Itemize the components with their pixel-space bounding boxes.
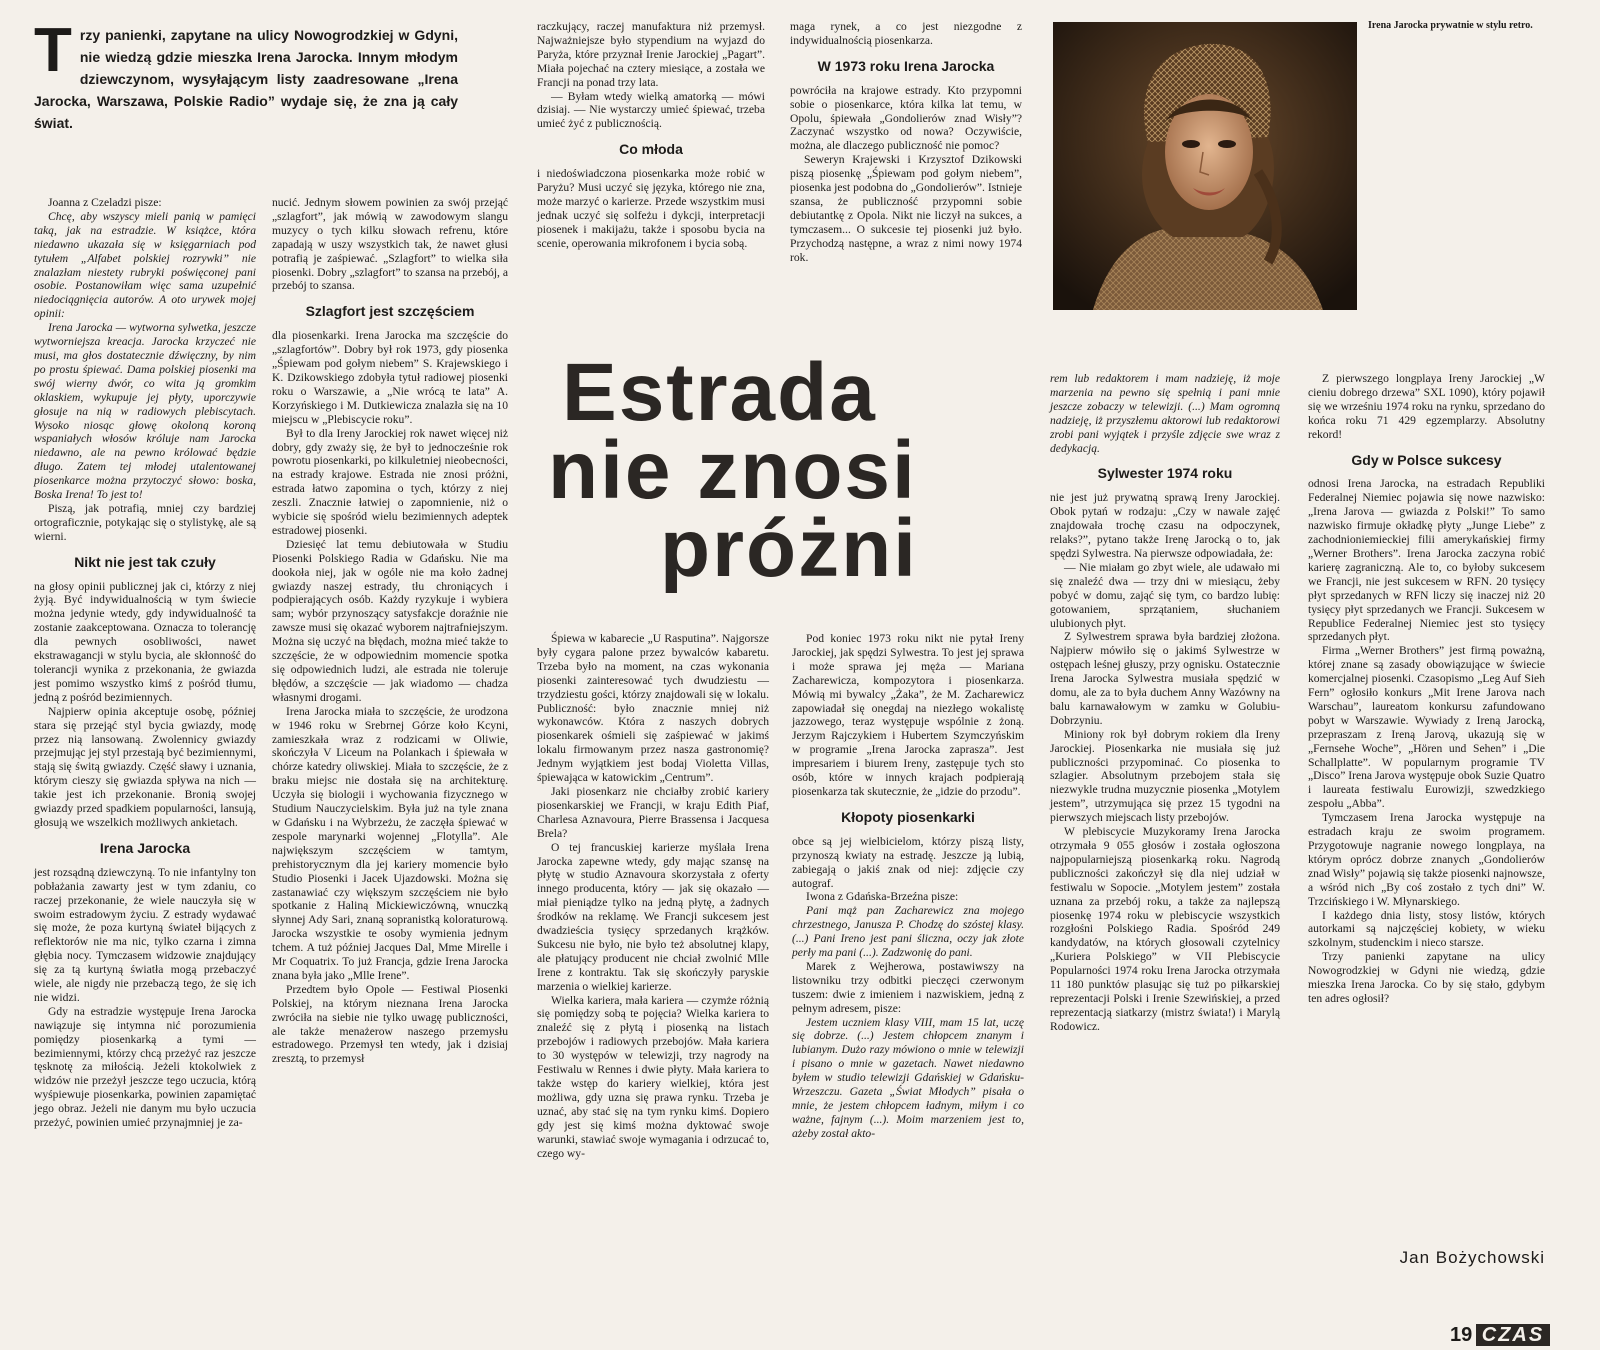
column-6 bbox=[792, 632, 1024, 1141]
paragraph: Piszą, jak potrafią, mniej czy bardziej ortograficznie, potykając się o stylistykę, ale są wierni. bbox=[34, 501, 256, 543]
portrait-photo bbox=[1053, 22, 1357, 310]
paragraph: — Nie miałam go zbyt wiele, ale udawało mi się znaleźć dwa — trzy dni w miesiącu, żeby pobyć w domu, zająć się tym, co bardzo lubię: gotowaniem, sprzątaniem, słuchaniem ulubionych płyt. bbox=[1050, 560, 1280, 630]
portrait-image bbox=[1053, 22, 1357, 310]
paragraph: Pod koniec 1973 roku nikt nie pytał Ireny Jarockiej, jak spędzi Sylwestra. To jest jej sprawa i może sprawa jej męża — Mariana Zacharewicza, kompozytora i piosenkarza. Mówią mi bywalcy „Żaka”, że M. Zacharewicz zapowiadał się onegdaj na niezłego wokalistę jazzowego, teraz występuje wspólnie z żoną. Jerzym Rajczykiem i Hubertem Szymczyńskim w programie „Irena Jarocka zaprasza”. Jest impresariem i biurem Ireny, zastępuje tych sto osób, które w innych krajach podpierają piosenkarza tak skutecznie, że „idzie do przodu”. bbox=[792, 632, 1024, 798]
paragraph: jest rozsądną dziewczyną. To nie infantylny ton pobłażania zawarty jest w tym zdaniu, co raczej przekonanie, że wiele nauczyła się w swoim estradowym życiu. Z estrady wydawać się może, że poza kurtyną świateł bijących z reflektorów nie ma nic, tylko czarna i zimna głębia nocy. Tymczasem widzowie znajdujący się za tą kurtyną światła mogą przebaczyć wiele, ale nigdy nie przebaczą tego, że się ich nie widzi. bbox=[34, 865, 256, 1004]
paragraph: Wielka kariera, mała kariera — czymże różnią się pomiędzy sobą te pojęcia? Wielka kariera to znaleźć się z płytą i piosenką na listach przebojów i radiowych przebojów. Mała kariera to 30 występów w telewizji, trzy nagrody na Festiwalu w Rennes i dwie płyty. Mała kariera to także wstęp do kariery wielkiej, która jest możliwa, gdy uzna się prawa rynku. Trzeba je uznać, aby stać się na tym rynku kimś. Dopiero gdy jest się kimś można dyktować swoje warunki, stawiać swoje wymagania i odrzucać to, czego wy- bbox=[537, 993, 769, 1160]
page-footer bbox=[1450, 1324, 1600, 1348]
column-2 bbox=[272, 196, 508, 1066]
column-3 bbox=[537, 20, 765, 251]
paragraph: Był to dla Ireny Jarockiej rok nawet więcej niż dobry, gdy zważy się, że był to jednocześnie rok powrotu piosenkarki, po kilkuletniej nieobecności, na estrady krajowe. Estrada nie znosi próżni, estrada łatwo zapomina o tych, którzy z niej zeszli. Znacznie łatwiej o zapomnienie, niż o wybicie się spośród wielu bezimiennych adeptek estradowej piosenki. bbox=[272, 426, 508, 537]
paragraph: Irena Jarocka miała to szczęście, że urodzona w 1946 roku w Srebrnej Górze koło Kcyni, zamieszkała wraz z rodzicami w Oliwie, skończyła V Liceum na Polankach i śpiewała w chórze katedry oliwskiej. Miała to szczęście, że z braku miejsc nie dostała się na architekturę. Uczyła się biologii i wychowania fizycznego w Studium Nauczycielskim. Była już na tyle znana w Gdańsku i na Wybrzeżu, że zaczęła śpiewać w zespole marynarki wojennej „Flotylla”. Ale największym szczęściem w tamtym, prehistorycznym dla jej kariery momencie było Studio Piosenki i Jacek Ujazdowski. Można się zastanawiać czy większym szczęściem nie było spotkanie z Haliną Mickiewiczówną, wnuczką słynnej Ady Sari, znaną sopranistką koloraturową. Jarocka wszystkie te osoby wymienia jednym tchem. A tuż później Jacques Dal, Mme Mirelle i Mr Coquatrix. To już Francja, gdzie Irena Jarocka znana była jako „Mlle Irene”. bbox=[272, 704, 508, 982]
paragraph: Miniony rok był dobrym rokiem dla Ireny Jarockiej. Piosenkarka nie musiała się już publiczności przypominać. Co piosenka to szlagier. Absolutnym przebojem stała się niezwykle trudna muzycznie piosenka „Motylem jestem”, utrzymująca się przez 15 tygodni na pierwszych miejscach listy przebojów. bbox=[1050, 727, 1280, 825]
paragraph: Chcę, aby wszyscy mieli panią w pamięci taką, jak na estradzie. W książce, która niedawno ukazała się w księgarniach pod tytułem „Alfabet polskiej rozrywki” nie znalazłam niestety rubryki poświęconej pani osobie. Postanowiłam więc sama uzupełnić niedociągnięcia autorów. A oto urywek mojej opinii: bbox=[34, 209, 256, 321]
subheading: Nikt nie jest tak czuły bbox=[74, 553, 216, 570]
paragraph: maga rynek, a co jest niezgodne z indywidualnością piosenkarza. bbox=[790, 20, 1022, 47]
paragraph: Pani mąż pan Zacharewicz zna mojego chrzestnego, Janusza P. Chodzę do szóstej klasy. (...) Pani Ireno jest pani śliczna, oczy jak złote perły ma pani (...). Zadzwonię do pani. bbox=[792, 904, 1024, 960]
photo-caption: Irena Jarocka prywatnie w stylu retro. bbox=[1368, 20, 1533, 31]
subheading: W 1973 roku Irena Jarocka bbox=[817, 57, 995, 74]
paragraph: i niedoświadczona piosenkarka może robić w Paryżu? Musi uczyć się języka, którego nie zna, może marzyć o karierze. Przede wszystkim musi jednak uczyć się solfeżu i dykcji, interpretacji piosenek i makijażu, także i sposobu bycia na scenie, operowania mikrofonem i bycia sobą. bbox=[537, 167, 765, 250]
column-5 bbox=[537, 632, 769, 1160]
paragraph: Joanna z Czeladzi pisze: bbox=[48, 196, 162, 209]
paragraph: Z Sylwestrem sprawa była bardziej złożona. Najpierw mówiło się o jakimś Sylwestrze w ostępach leśnej głuszy, przy ognisku. Ostatecznie Irena Jarocka Sylwestra musiała spędzić w domu, ale za to była duchem Anny Wazówny na balu karnawałowym w zamku w Golubiu-Dobrzyniu. bbox=[1050, 630, 1280, 727]
subheading: Co młoda bbox=[619, 141, 683, 158]
lead-paragraph bbox=[34, 16, 458, 134]
subheading: Sylwester 1974 roku bbox=[1097, 465, 1233, 482]
article-headline bbox=[540, 347, 1030, 594]
paragraph: nucić. Jednym słowem powinien za swój przejąć „szlagfort”, jak mówią w zawodowym slangu muzycy o tych kilku słowach refrenu, które zapadają w uszy wszystkich tak, że nawet głusi potrafią je zaśpiewać. „Szlagfort” to wielka siła piosenki. Dobry „szlagfort” to szansa na przebój, a przebój to szansa. bbox=[272, 196, 508, 293]
paragraph: Jaki piosenkarz nie chciałby zrobić kariery piosenkarskiej we Francji, w kraju Edith Piaf, Charlesa Aznavoura, Pierre Brassensa i Jacquesa Brela? bbox=[537, 784, 769, 840]
headline-line: Estrada bbox=[562, 347, 877, 438]
paragraph: Najpierw opinia akceptuje osobę, później stara się przejąć styl bycia gwiazdy, modę przez nią lansowaną. Zwolennicy gwiazdy przejmując jej styl przestają być bezimiennymi, stają się świtą gwiazdy. Część sławy i uznania, którym cieszy się gwiazda spływa na nich — takie jest ich przekonanie. Bronią swojej gwiazdy przed spadkiem popularności, lansują, głosują we wszelkich możliwych ankietach. bbox=[34, 704, 256, 829]
paragraph: Seweryn Krajewski i Krzysztof Dzikowski piszą piosenkę „Śpiewam pod gołym niebem”, piosenka jest podobna do „Gondolierów”. Istnieje szansa, że publiczność przypomni sobie debiutantkę z Opola. Nikt nie liczył na sukces, a tymczasem... O sukcesie tej piosenki już było. Przychodzą następne, a wraz z nimi nowy 1974 rok. bbox=[790, 153, 1022, 264]
paragraph: Jestem uczniem klasy VIII, mam 15 lat, uczę się dobrze. (...) Jestem chłopcem znanym i lubianym. Dużo razy mówiono o mnie w telewizji i pisano o mnie w gazetach. Nawet niedawno byłem w studio telewizji Gdańskiej w Gdańsku-Wrzeszczu. Gazeta „Świat Młodych” pisała o mnie, że jestem chłopcem ładnym, miłym i co ważne, fajnym (...). Moim marzeniem jest to, ażeby został akto- bbox=[792, 1015, 1024, 1140]
paragraph: Marek z Wejherowa, postawiwszy na listowniku trzy odbitki pieczęci czerwonym tuszem: dwie z imieniem i nazwiskiem, jedną z pełnym adresem, pisze: bbox=[792, 959, 1024, 1015]
headline-line: próżni bbox=[660, 503, 918, 594]
lead-text: rzy panienki, zapytane na ulicy Nowogrodzkiej w Gdyni, nie wiedzą gdzie mieszka Irena Jarocka. Innym młodym dziewczynom, wysyłającym listy zaadresowane „Irena Jarocka, Warszawa, Polskie Radio” wydaje się, że zna ją cały świat. bbox=[34, 27, 458, 131]
paragraph: raczkujący, raczej manufaktura niż przemysł. Najważniejsze było stypendium na wyjazd do Paryża, które przyznał Irenie Jarockiej „Pagart”. Miała pojechać na cztery miesiące, a została we Francji na ponad trzy lata. bbox=[537, 20, 765, 89]
page-number: 19 bbox=[1450, 1324, 1473, 1346]
headline-line: nie znosi bbox=[548, 425, 917, 516]
column-1 bbox=[34, 196, 256, 1130]
paragraph: powróciła na krajowe estrady. Kto przypomni sobie o piosenkarce, która kilka lat temu, w Opolu, śpiewała „Gondolierów znad Wisły”? Zaczynać wszystko od nowa? Oczywiście, można, ale dlaczego publiczność nie pomoc? bbox=[790, 83, 1022, 153]
paragraph: na głosy opinii publicznej jak ci, którzy z niej żyją. Być indywidualnością w tym świecie można jedynie wtedy, gdy indywidualność ta zostanie zaakceptowana. Oznacza to tolerancję dla pewnych osobliwości, nawet ekstrawagancji w stylu bycia, ale skłonność do tolerancji wynika z przekonania, że gwiazda jest pomimo wszystko kimś z pośród tłumu, jedną z pośród bezimiennych. bbox=[34, 579, 256, 704]
subheading: Irena Jarocka bbox=[99, 839, 191, 856]
paragraph: nie jest już prywatną sprawą Ireny Jarockiej. Obok pytań w rodzaju: „Czy w nawale zajęć znajdowała trochę czasu na odpoczynek, relaks?”, pytano także Irenę Jarocką o to, jak spędzi Sylwestra. Na pierwsze odpowiadała, że: bbox=[1050, 491, 1280, 560]
paragraph: Przedtem było Opole — Festiwal Piosenki Polskiej, na którym nieznana Irena Jarocka zwróciła na siebie nie tylko uwagę publiczności, ale także menażerow naszego przemysłu estradowego. Przemysł ten wtedy, jak i dzisiaj zresztą, to przemysł bbox=[272, 982, 508, 1066]
subheading: Szlagfort jest szczęściem bbox=[305, 303, 475, 320]
author-byline: Jan Bożychowski bbox=[1399, 1248, 1545, 1267]
paragraph: Irena Jarocka — wytworna sylwetka, jeszcze wytworniejsza kreacja. Jarocka krzyczeć nie musi, ma głos dostatecznie dźwięczny, by nim po prostu śpiewać. Dama polskiej piosenki ma swój wierny dwór, co wita ją gromkim oklaskiem, wykupuje jej płyty, uporczywie głosuje na nią w radiowych plebiscytach. Wysoko niosąc głowę okoloną koroną wspaniałych włosów króluje nam Jarocka niedawno, ale na pewno królować będzie długo. Zatem tej młodej utalentowanej piosenkarce można przytoczyć słowo: boska, Boska Irena! To jest to! bbox=[34, 321, 256, 502]
paragraph: I każdego dnia listy, stosy listów, których autorkami są najczęściej kobiety, w wieku szkolnym, studenckim i nieco starsze. bbox=[1308, 908, 1545, 950]
column-7 bbox=[1050, 372, 1280, 1034]
paragraph: O tej francuskiej karierze myślała Irena Jarocka zapewne wtedy, gdy mając szansę na płytę w studio Aznavoura skorzystała z oferty innego producenta, który — jak się okazało — miał pieniądze tylko na jedną płytę, a żadnych środków na reklamę. We Francji sukcesem jest dwadzieścia tysięcy sprzedanych krążków. Sukcesu nie było, nie było też absolutnej klapy, ale płatujący producent nie chciał zwolnić Mlle Irene z kontraktu. Tak się skończyły paryskie marzenia o wielkiej karierze. bbox=[537, 840, 769, 993]
paragraph: rem lub redaktorem i mam nadzieję, iż moje marzenia na pewno się spełnią i pani mnie jeszcze zobaczy w telewizji. (...) Mam ogromną nadzieję, iż przyszłemu aktorowi lub redaktorowi zrobi pani wyjątek i przyśle zdjęcie swe wraz z dedykacją. bbox=[1050, 372, 1280, 455]
paragraph: Dziesięć lat temu debiutowała w Studiu Piosenki Polskiego Radia w Gdańsku. Nie ma dookoła niej, jak w ogóle nie ma koło żadnej gwiazdy naszej estrady, tłu chroniących i podpierających osób. Każdy ryzykuje i wybiera sam; wybór przynoszący satysfakcje doraźnie nie zawsze musi się okazać wyborem najtrafniejszym. Można się uczyć na błędach, można mieć także to szczęście, że w odpowiednim momencie spotka się odpowiednich ludzi, ale estrada nie toleruje błędów, a szczęście — jak wiadomo — chadza własnymi drogami. bbox=[272, 537, 508, 704]
paragraph: Śpiewa w kabarecie „U Rasputina”. Najgorsze były cygara palone przez bywalców kabaretu. Trzeba było na moment, na czas wykonania piosenki zainteresować tych dwudziestu — trzydziestu gości, którzy znajdowali się w lokalu. Publiczność: było znacznie mniej niż wykonawców. Która z naszych dobrych piosenkarek ośmieli się zaśpiewać w jakimś lokalu firmowanym przez nasza gastronomię? Jednym wyjątkiem jest bodaj Violetta Villas, śpiewająca w katowickim „Centrum”. bbox=[537, 632, 769, 785]
paragraph: odnosi Irena Jarocka, na estradach Republiki Federalnej Niemiec pojawia się nowe nazwisko: „Irena Jarova — gwiazda z Polski!” To samo nazwisko firmuje okładkę płyty „Junge Liebe” z zachodnioniemieckiej filii amerykańskiej firmy „Werner Brothers”. Irena Jarocka zaczyna robić karierę zagraniczną. Ale to, co byłoby sukcesem we Francji, nie jest sukcesem w RFN. 20 tysięcy płyt sprzedanych w RFN liczy się inaczej niż 20 tysięcy płyt sprzedanych we Francji. Sukcesem w Republice Federalnej Niemiec jest sto tysięcy sprzedanych płyt. bbox=[1308, 477, 1545, 644]
paragraph: Z pierwszego longplaya Ireny Jarockiej „W cieniu dobrego drzewa” SXL 1090), który pojawił się we wrześniu 1974 roku na rynku, sprzedano do końca roku 71 429 egzemplarzy. Absolutny rekord! bbox=[1308, 372, 1545, 441]
paragraph: — Byłam wtedy wielką amatorką — mówi dzisiaj. — Nie wystarczy umieć śpiewać, trzeba umieć żyć z publicznością. bbox=[537, 89, 765, 131]
paragraph: dla piosenkarki. Irena Jarocka ma szczęście do „szlagfortów”. Dobry był rok 1973, gdy piosenka „Śpiewam pod gołym niebem” S. Krajewskiego i K. Dzikowskiego zdobyła tytuł radiowej piosenki roku o Warszawie, a „Nie wrócą te lata” A. Korzyńskiego i M. Dutkiewicza znalazła się na 10 miejscu w „Plebiscycie roku”. bbox=[272, 329, 508, 426]
column-4 bbox=[790, 20, 1022, 265]
column-8 bbox=[1308, 372, 1545, 1006]
drop-cap: T bbox=[34, 16, 72, 85]
paragraph: W plebiscycie Muzykoramy Irena Jarocka otrzymała 9 055 głosów i została ogłoszona najpopularniejszą piosenkarką roku. Nagrodą publiczności zakończył się dla niej udział w festiwalu w Sopocie. „Motylem jestem” została uznana za przebój roku, a także za najlepszą piosenkę 1974 roku w plebiscycie wszystkich rozgłośni Polskiego Radia. Spośród 249 kandydatów, na których głosowali czytelnicy „Kuriera Polskiego” w VII Plebiscycie Popularności 1974 roku Irena Jarocka otrzymała 11 180 punktów plasując się tuż po piłkarskiej reprezentacji Polski i Irenie Szewińskiej, a przed reprezentacją siatkarzy (mistrz świata!) i Marylą Rodowicz. bbox=[1050, 825, 1280, 1033]
paragraph: Trzy panienki zapytane na ulicy Nowogrodzkiej w Gdyni nie wiedzą, gdzie mieszka Irena Jarocka. Co by się stało, gdybym ten adres ogłosił? bbox=[1308, 950, 1545, 1005]
magazine-logo: CZAS bbox=[1476, 1324, 1550, 1346]
paragraph: Gdy na estradzie występuje Irena Jarocka nawiązuje się intymna nić porozumienia pomiędzy piosenkarką a tymi — bezimiennymi, którzy chcą przeżyć raz jeszcze tęsknotę za miłością. Jeżeli ktokolwiek z widzów nie przeżył jeszcze tego uczucia, którą wyśpiewuje piosenkarka, powinien zapamiętać jego obraz. Jeżeli nie danym mu było uczucia przeżyć, powinien umieć przynajmniej je za- bbox=[34, 1004, 256, 1130]
paragraph: Tymczasem Irena Jarocka występuje na estradach kraju ze swoim programem. Przygotowuje nagranie nowego longplaya, na którym oprócz dobrze znanych „Gondolierów znad Wisły” pojawią się także piosenki najnowsze, a wśród nich „By coś zostało z tych dni” W. Trzcińskiego i W. Młynarskiego. bbox=[1308, 811, 1545, 908]
subheading: Gdy w Polsce sukcesy bbox=[1351, 451, 1502, 468]
paragraph: Iwona z Gdańska-Brzeźna pisze: bbox=[806, 890, 959, 904]
paragraph: obce są jej wielbicielom, którzy piszą listy, przynoszą kwiaty na estradę. Jeszcze ją lubią, zabiegają o jakiś znak od niej: zdjęcie czy autograf. bbox=[792, 834, 1024, 890]
paragraph: Firma „Werner Brothers” jest firmą poważną, której znane są zasady obowiązujące w świecie komercjalnej piosenki. Czasopismo „Leg Auf Sieh Fern” ogłosiło konkurs „Mit Irene Jarova nach Warschau”, laureatom konkursu zafundowano pobyt w Warszawie. Wywiady z Ireną Jarocką, przepraszam z Ireną Jarovą, ukazują się w „Fernsehe Woche”, „Hören und Sehen” i „Die Schallplatte”. W popularnym programie TV „Disco” Irena Jarova występuje obok Suzie Quatro i laureata festiwalu Eurowizji, szwedzkiego zespołu „Abba”. bbox=[1308, 644, 1545, 811]
subheading: Kłopoty piosenkarki bbox=[841, 808, 975, 825]
